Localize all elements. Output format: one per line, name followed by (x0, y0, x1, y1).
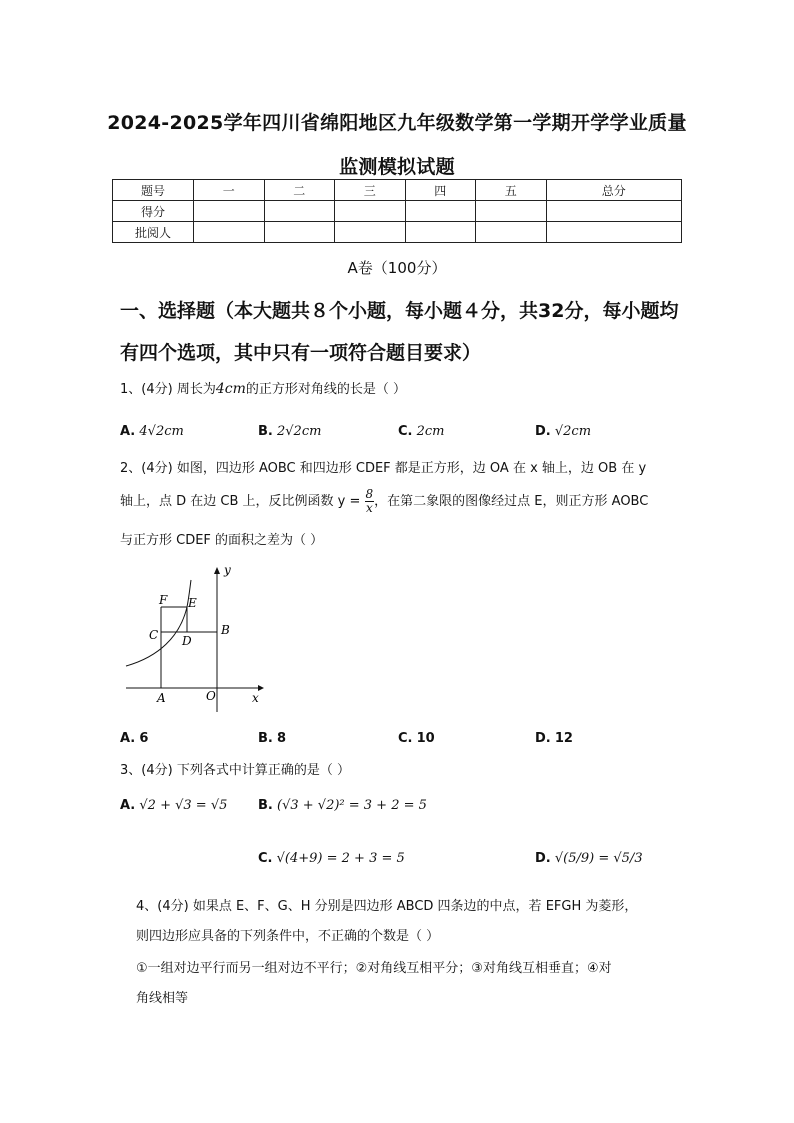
q3-option-d[interactable] (535, 851, 643, 866)
label-x: x (252, 691, 259, 705)
option-label: D. (535, 851, 551, 866)
question-4-line4: 角线相等 (136, 991, 189, 1006)
question-2-line1: 2、(4分) 如图，四边形 AOBC 和四边形 CDEF 都是正方形，边 OA 在 x 轴上，边 OB 在 y (120, 461, 647, 476)
option-value: 2cm (416, 424, 445, 439)
score-header-cell: 四 (405, 180, 476, 201)
q2-option-b[interactable] (258, 731, 286, 746)
score-table-header-row (113, 180, 682, 201)
fraction (365, 488, 375, 515)
score-row-label: 批阅人 (113, 222, 194, 243)
option-label: C. (258, 851, 273, 866)
y-axis-arrow (214, 567, 220, 574)
option-label: D. (535, 731, 551, 746)
score-cell (546, 201, 682, 222)
score-header-cell: 三 (335, 180, 406, 201)
score-cell (405, 201, 476, 222)
question-2-text: ，在第二象限的图像经过点 E，则正方形 AOBC (374, 494, 649, 509)
q1-option-c[interactable] (398, 424, 445, 439)
question-4-line3: ①一组对边平行而另一组对边不平行；②对角线互相平分；③对角线互相垂直；④对 (136, 961, 612, 976)
option-label: B. (258, 731, 273, 746)
q1-option-a[interactable] (120, 424, 184, 439)
option-value: √2cm (554, 424, 592, 439)
score-header-cell: 二 (264, 180, 335, 201)
label-d: D (182, 634, 192, 648)
label-o: O (206, 689, 216, 703)
q3-option-b[interactable] (258, 798, 427, 813)
option-value: 12 (554, 731, 573, 746)
q3-option-c[interactable] (258, 851, 405, 866)
score-header-cell: 总分 (546, 180, 682, 201)
option-value: √(5/9) = √5/3 (554, 851, 643, 866)
q2-option-a[interactable] (120, 731, 148, 746)
option-label: D. (535, 424, 551, 439)
fraction-denominator: x (365, 501, 373, 515)
score-table (112, 179, 682, 243)
question-1-prefix: 1、(4分) 周长为 (120, 382, 216, 397)
question-4-line1: 4、(4分) 如果点 E、F、G、H 分别是四边形 ABCD 四条边的中点，若 EFGH 为菱形， (136, 899, 638, 914)
option-label: A. (120, 731, 136, 746)
option-value: 8 (277, 731, 287, 746)
label-f: F (159, 593, 168, 607)
option-value: 2√2cm (277, 424, 322, 439)
option-label: C. (398, 424, 413, 439)
question-2-line2 (120, 488, 648, 515)
label-c: C (149, 628, 159, 642)
question-2-text: 轴上，点 D 在边 CB 上，反比例函数 y = (120, 494, 365, 509)
score-cell (546, 222, 682, 243)
fraction-numerator: 8 (365, 487, 374, 501)
question-1-stem (120, 380, 406, 399)
volume-heading: A卷（100分） (347, 259, 447, 277)
q3-option-a[interactable] (120, 798, 227, 813)
q1-option-b[interactable] (258, 424, 321, 439)
question-2-figure (118, 562, 268, 712)
option-label: A. (120, 424, 136, 439)
score-cell (264, 201, 335, 222)
option-label: B. (258, 798, 273, 813)
q1-option-d[interactable] (535, 424, 591, 439)
score-cell (335, 222, 406, 243)
exam-title-line1: 2024-2025学年四川省绵阳地区九年级数学第一学期开学学业质量 (107, 112, 687, 134)
score-table-row (113, 201, 682, 222)
score-cell (405, 222, 476, 243)
option-value: 6 (139, 731, 149, 746)
option-value: 4√2cm (139, 424, 184, 439)
score-cell (476, 201, 547, 222)
score-header-cell: 题号 (113, 180, 194, 201)
label-b: B (221, 623, 230, 637)
question-1-math: 4cm (215, 381, 246, 397)
score-row-label: 得分 (113, 201, 194, 222)
label-e: E (188, 596, 197, 610)
section1-heading-line1: 一、选择题（本大题共８个小题，每小题４分，共32分，每小题均 (120, 300, 679, 322)
label-y: y (224, 563, 231, 577)
question-3-stem: 3、(4分) 下列各式中计算正确的是（ ） (120, 763, 350, 778)
question-1-suffix: 的正方形对角线的长是（ ） (245, 382, 406, 397)
score-cell (264, 222, 335, 243)
x-axis-arrow (258, 685, 264, 691)
option-label: C. (398, 731, 413, 746)
question-4-line2: 则四边形应具备的下列条件中，不正确的个数是（ ） (136, 929, 440, 944)
score-cell (476, 222, 547, 243)
score-header-cell: 一 (194, 180, 265, 201)
q2-option-d[interactable] (535, 731, 573, 746)
option-label: B. (258, 424, 273, 439)
score-cell (194, 222, 265, 243)
option-value: (√3 + √2)² = 3 + 2 = 5 (277, 798, 427, 813)
score-cell (194, 201, 265, 222)
option-value: 10 (416, 731, 435, 746)
exam-title-line2: 监测模拟试题 (339, 156, 455, 178)
option-value: √(4+9) = 2 + 3 = 5 (276, 851, 405, 866)
option-value: √2 + √3 = √5 (139, 798, 228, 813)
q2-option-c[interactable] (398, 731, 435, 746)
score-table-row (113, 222, 682, 243)
score-header-cell: 五 (476, 180, 547, 201)
score-cell (335, 201, 406, 222)
section1-heading-line2: 有四个选项，其中只有一项符合题目要求） (120, 342, 482, 364)
label-a: A (157, 691, 166, 705)
question-2-line3: 与正方形 CDEF 的面积之差为（ ） (120, 533, 324, 548)
option-label: A. (120, 798, 136, 813)
